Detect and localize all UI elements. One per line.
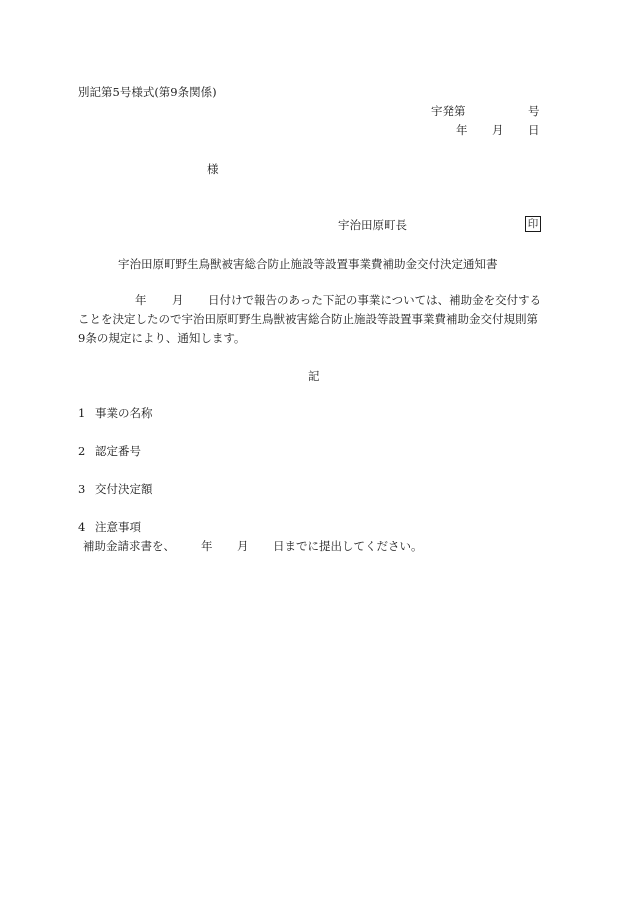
item-4-label: 注意事項 [95, 520, 141, 534]
seal-icon: 印 [525, 216, 541, 232]
date-month: 月 [492, 123, 504, 137]
sender-name: 宇治田原町長 [338, 218, 407, 232]
body-month: 月 [172, 293, 184, 307]
document-title: 宇治田原町野生鳥獣被害総合防止施設等設置事業費補助金交付決定通知書 [118, 257, 498, 271]
note-prefix: 補助金請求書を、 [83, 539, 175, 553]
form-label: 別記第5号様式(第9条関係) [78, 85, 217, 99]
item-2-label: 認定番号 [95, 444, 141, 458]
body-line1-text: 日付けで報告のあった下記の事業については、補助金を交付する [208, 293, 542, 307]
body-line2-text: ことを決定したので宇治田原町野生鳥獣被害総合防止施設等設置事業費補助金交付規則第 [78, 312, 538, 326]
body-line3-text: 9条の規定により、通知します。 [78, 331, 246, 345]
item-2-number: 2 [78, 444, 86, 458]
item-4-number: 4 [78, 520, 86, 534]
note-month: 月 [237, 539, 249, 553]
note-year: 年 [201, 539, 213, 553]
note-rest: 日までに提出してください。 [273, 539, 423, 553]
item-3-label: 交付決定額 [95, 482, 153, 496]
ki-heading: 記 [308, 369, 320, 383]
addressee-honorific: 様 [207, 162, 219, 176]
doc-number-label: 宇発第 [431, 104, 466, 118]
doc-number-suffix: 号 [528, 104, 540, 118]
date-day: 日 [528, 123, 540, 137]
item-3-number: 3 [78, 482, 86, 496]
item-1-number: 1 [78, 406, 86, 420]
body-year: 年 [135, 293, 147, 307]
item-1-label: 事業の名称 [95, 406, 153, 420]
date-year: 年 [456, 123, 468, 137]
